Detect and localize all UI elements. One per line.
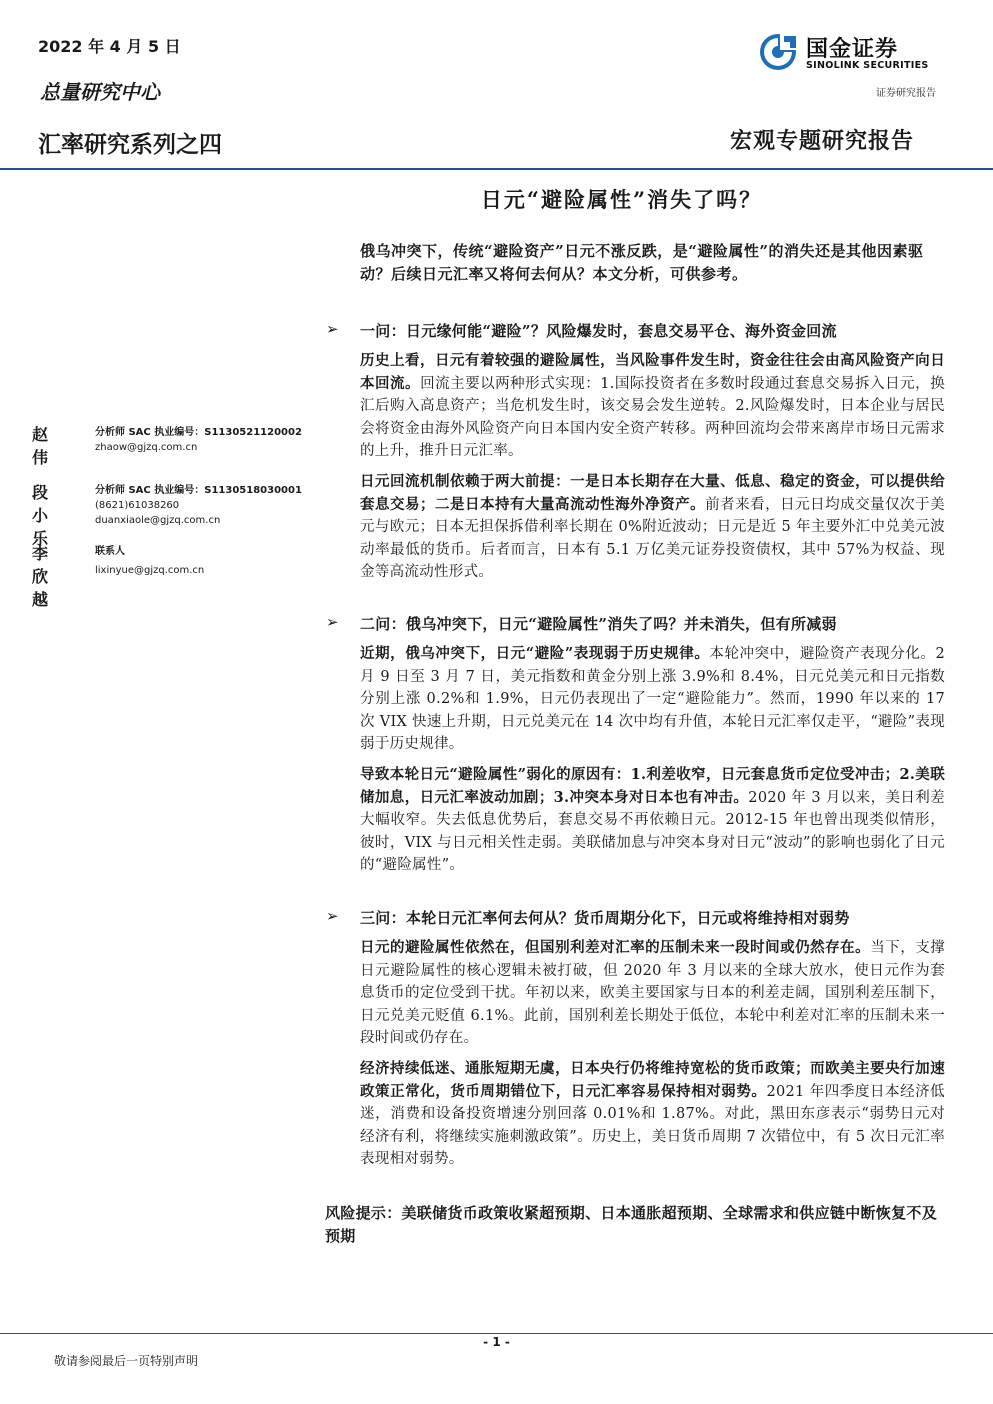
paragraph-body: 当下，支撑日元避险属性的核心逻辑未被打破，但 2020 年 3 月以来的全球大放水，使日元作为套息货币的定位受到干扰。年初以来，欧美主要国家与日本的利差走阔，国别利差压制下，日元兑美元贬值 6.1%。此前，国别利差长期处于低位，本轮中利差对汇率的压制未来一段时间或仍存在。 <box>360 940 946 1047</box>
section-two <box>326 613 945 877</box>
analyst-email: zhaow@gjzq.com.cn <box>95 442 198 453</box>
paragraph-body: 回流主要以两种形式实现：1.国际投资者在多数时段通过套息交易拆入日元，换汇后购入高息资产；当危机发生时，该交易会发生逆转。2.风险爆发时，日本企业与居民会将资金由海外风险资产向日本国内安全资产转移。两种回流均会带来离岸市场日元需求的上升，推升日元汇率。 <box>360 375 945 460</box>
contact-role: 联系人 <box>95 546 125 557</box>
section-heading: 一问：日元缘何能“避险”？风险爆发时，套息交易平仓、海外资金回流 <box>360 322 837 340</box>
report-type: 宏观专题研究报告 <box>730 128 915 154</box>
section-one <box>326 320 945 584</box>
section-three <box>326 907 946 1171</box>
section-heading: 三问：本轮日元汇率何去何从？货币周期分化下，日元或将维持相对弱势 <box>360 909 850 927</box>
paragraph-body: 2021 年四季度日本经济低迷，消费和设备投资增速分别回落 0.01%和 1.87%。对此，黑田东彦表示“弱势日元对经济有利，将继续实施刺激政策”。历史上，美日货币周期 7 次错位中，有 5 次日元汇率表现相对弱势。 <box>360 1083 945 1168</box>
section-paragraph <box>360 1058 945 1171</box>
analyst-registration: 分析师 SAC 执业编号：S1130521120002 <box>95 427 302 438</box>
logo-english-name: SINOLINK SECURITIES <box>806 60 929 71</box>
footer-disclaimer: 敬请参阅最后一页特别声明 <box>54 1354 199 1368</box>
section-paragraph <box>360 350 945 463</box>
paragraph-lead: 经济持续低迷、通胀短期无虞，日本央行仍将维持宽松的货币政策；而欧美主要央行加速政策正常化，货币周期错位下，日元汇率容易保持相对弱势。 <box>360 1059 945 1100</box>
header-divider <box>0 168 993 170</box>
report-title: 日元“避险属性”消失了吗？ <box>480 187 763 212</box>
logo-emblem-icon <box>758 32 798 72</box>
company-logo <box>758 32 948 76</box>
risk-warning: 风险提示：美联储货币政策收紧超预期、日本通胀超预期、全球需求和供应链中断恢复不及预期 <box>325 1204 938 1245</box>
analyst-registration: 分析师 SAC 执业编号：S1130518030001 <box>95 485 302 496</box>
logo-chinese-name: 国金证券 <box>806 37 899 62</box>
arrow-bullet-icon: ➢ <box>326 907 339 925</box>
section-paragraph <box>360 937 945 1050</box>
analyst-name: 赵伟 <box>32 425 50 467</box>
paragraph-lead: 近期，俄乌冲突下，日元“避险”表现弱于历史规律。 <box>360 645 710 662</box>
paragraph-body: 本轮冲突中，避险资产表现分化。2 月 9 日至 3 月 7 日，美元指数和黄金分别上涨 3.9%和 8.4%，日元兑美元和日元指数分别上涨 0.2%和 1.9%，日元仍表现出了一定“避险能力”。然而，1990 年以来的 17 次 VIX 快速上升期，日元兑美元在 14 次中均有升值，本轮日元汇率仅走平，“避险”表现弱于历史规律。 <box>360 646 945 753</box>
analyst-name: 段小乐 <box>32 483 50 548</box>
section-paragraph <box>360 643 945 756</box>
section-heading: 二问：俄乌冲突下，日元“避险属性”消失了吗？并未消失，但有所减弱 <box>360 615 837 633</box>
paragraph-body: 前者来看，日元日均成交量仅次于美元与欧元；日本无担保拆借利率长期在 0%附近波动；日元是近 5 年主要外汇中兑美元波动率最低的货币。后者而言，日本有 5.1 万亿美元证券投资债权，其中 57%为权益、现金等高流动性形式。 <box>360 496 945 581</box>
section-paragraph <box>360 471 945 584</box>
report-label: 证券研究报告 <box>876 88 936 99</box>
report-date: 2022 年 4 月 5 日 <box>38 37 181 56</box>
contact-email: lixinyue@gjzq.com.cn <box>95 565 205 576</box>
paragraph-lead: 导致本轮日元“避险属性”弱化的原因有：1.利差收窄，日元套息货币定位受冲击；2.美联储加息，日元汇率波动加剧；3.冲突本身对日本也有冲击。 <box>360 765 945 806</box>
paragraph-body: 2020 年 3 月以来，美日利差大幅收窄。失去低息优势后，套息交易不再依赖日元。2012-15 年也曾出现类似情形，彼时，VIX 与日元相关性走弱。美联储加息与冲突本身对日元“波动”的影响也弱化了日元的“避险属性”。 <box>360 789 945 874</box>
section-paragraph <box>360 764 945 877</box>
arrow-bullet-icon: ➢ <box>326 320 339 338</box>
analyst-phone: (8621)61038260 <box>95 500 180 511</box>
analyst-email: duanxiaole@gjzq.com.cn <box>95 515 221 526</box>
paragraph-lead: 日元的避险属性依然在，但国别利差对汇率的压制未来一段时间或仍然存在。 <box>360 939 871 956</box>
paragraph-lead: 历史上看，日元有着较强的避险属性，当风险事件发生时，资金往往会由高风险资产向日本回流。 <box>360 352 945 392</box>
series-title: 汇率研究系列之四 <box>38 132 222 158</box>
contact-name: 李欣越 <box>32 544 50 609</box>
intro-summary: 俄乌冲突下，传统“避险资产”日元不涨反跌，是“避险属性”的消失还是其他因素驱动？后续日元汇率又将何去何从？本文分析，可供参考。 <box>360 242 924 283</box>
paragraph-lead: 日元回流机制依赖于两大前提：一是日本长期存在大量、低息、稳定的资金，可以提供给套息交易；二是日本持有大量高流动性海外净资产。 <box>360 472 945 513</box>
footer-divider <box>0 1333 993 1334</box>
page-number: - 1 - <box>483 1335 510 1349</box>
arrow-bullet-icon: ➢ <box>326 613 339 631</box>
research-center: 总量研究中心 <box>40 80 160 104</box>
